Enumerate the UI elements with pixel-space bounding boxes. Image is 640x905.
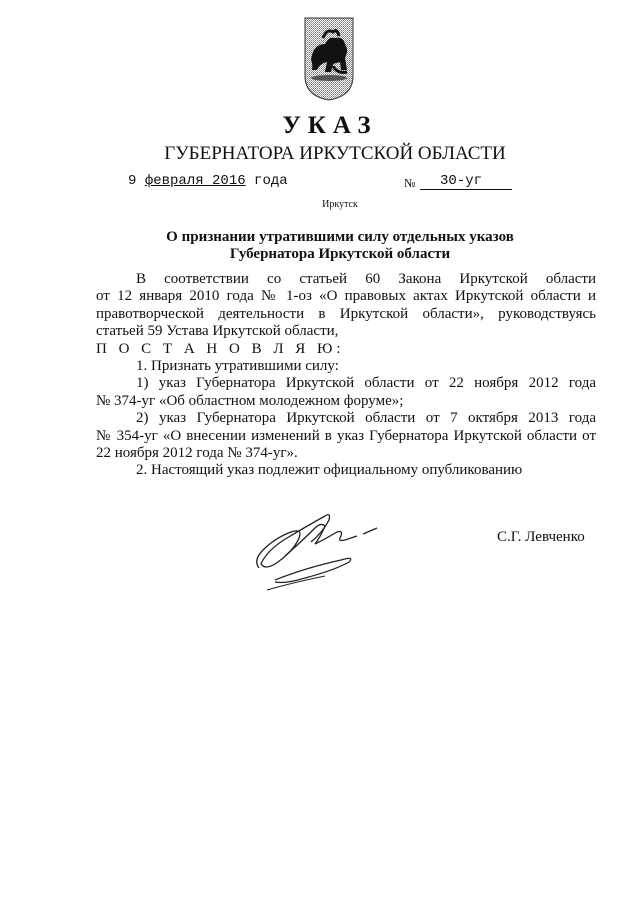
document-heading-line1: О признании утратившими силу отдельных указов [166,229,514,245]
decree-word: П О С Т А Н О В Л Я Ю: [96,340,345,357]
document-city: Иркутск [322,199,358,210]
date-day: 9 [128,173,137,189]
document-date [128,173,288,189]
document-body [96,271,596,480]
item-1: 1. Признать утратившими силу: [136,358,339,375]
body-paragraph-line: статьей 59 Устава Иркутской области, [96,323,339,340]
body-paragraph-line: правотворческой деятельности в Иркутской области», руководствуясь [96,305,596,322]
number-label: № [404,176,416,190]
document-issuer: ГУБЕРНАТОРА ИРКУТСКОЙ ОБЛАСТИ [164,143,506,164]
signer-name: С.Г. Левченко [497,529,585,545]
item-1-2-line: 22 ноября 2012 года № 374-уг». [96,445,298,462]
item-1-2-line: 2) указ Губернатора Иркутской области от 7 октября 2013 года [136,410,596,427]
body-paragraph-line: от 12 января 2010 года № 1-оз «О правовых актах Иркутской области и [96,288,596,305]
coat-of-arms-emblem [303,14,355,102]
item-1-1-line: 1) указ Губернатора Иркутской области от 22 ноября 2012 года [136,375,596,392]
document-heading-line2: Губернатора Иркутской области [229,246,451,262]
handwritten-signature [245,498,395,593]
item-1-1-line: № 374-уг «Об областном молодежном форуме»; [96,392,404,409]
document-title: УКАЗ [282,112,378,139]
document-number: 30-уг [420,173,512,190]
date-suffix: года [254,173,288,189]
date-month-year: февраля 2016 [144,173,246,189]
item-1-2-line: № 354-уг «О внесении изменений в указ Губернатора Иркутской области от [96,427,596,444]
body-paragraph-line: В соответствии со статьей 60 Закона Иркутской области [136,271,596,287]
item-2: 2. Настоящий указ подлежит официальному опубликованию [136,462,523,479]
